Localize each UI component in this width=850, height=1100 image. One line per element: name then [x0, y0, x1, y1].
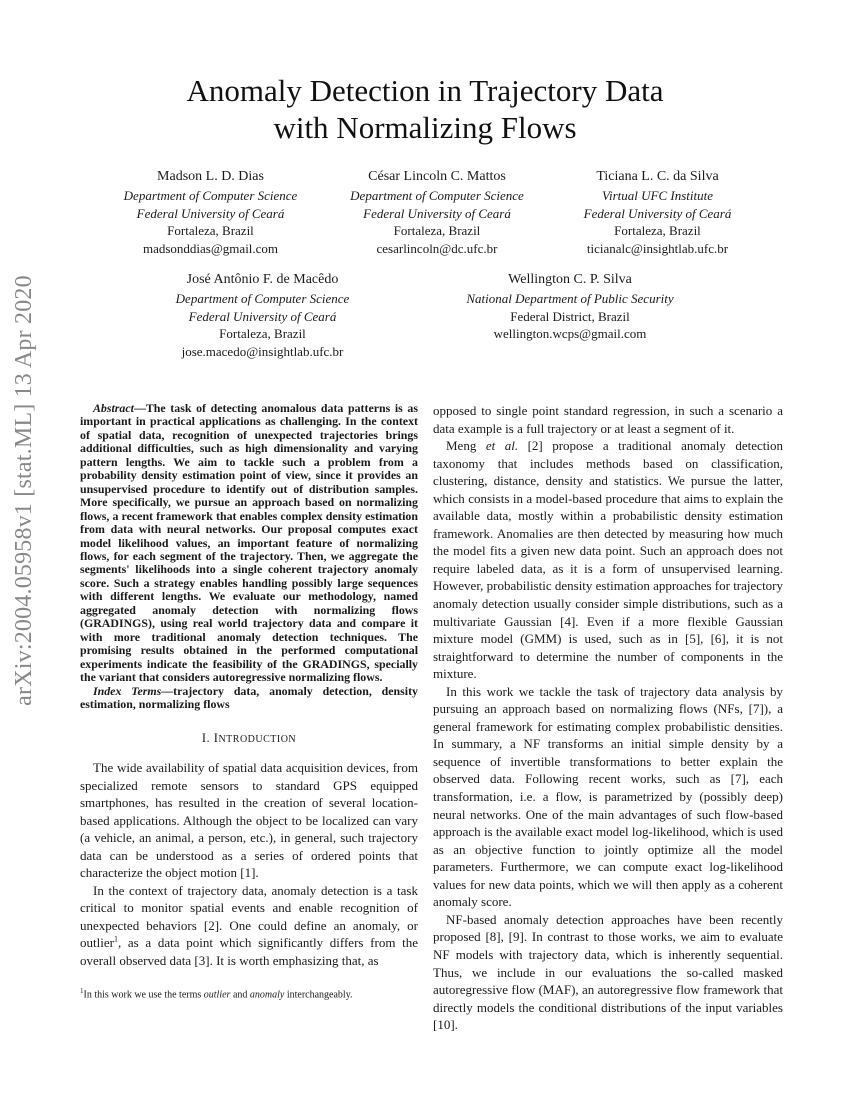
intro-text: [2] propose a traditional anomaly detection taxonomy that includes methods based on classification, clustering, distance, density and statistics. We pursue the latter, which consists in a model-based procedure that aims to explain the available data, mostly within a probabilistic density estimation framework. Anomalies are then detected by measuring how much the model fits a given new data point. Such an approach does not require labeled data, as it is a form of unsupervised learning. However, probabilistic density estimation approaches for trajectory anomaly detection usually consider simple distributions, such as a multivariate Gaussian [4]. Even if a more flexible Gaussian mixture model (GMM) is used, such as in [5], [6], it is not straightforward to determine the number of components in the mixture. [433, 438, 784, 682]
author-name: Ticiana L. C. da Silva [596, 169, 719, 184]
left-column [80, 402, 418, 970]
author-block [420, 271, 720, 343]
footnote-text: and [230, 989, 250, 1001]
author-email: jose.macedo@insightlab.ufc.br [181, 343, 344, 359]
abstract-label: Abstract [93, 401, 134, 415]
author-location: Fortaleza, Brazil [167, 223, 254, 239]
intro-paragraph: NF-based anomaly detection approaches have been recently proposed [8], [9]. In contrast to those works, we aim to evaluate NF models with trajectory data, which is inherently sequential. Thus, we include in our evaluations the so-called masked autoregressive flow (MAF), an autoregressive flow framework that directly models the conditional distributions of the input variables [10]. [433, 911, 783, 1033]
footnote-marker: 1 [113, 935, 118, 945]
footnote [80, 985, 418, 1001]
author-department: Department of Computer Science [350, 188, 524, 203]
intro-text: Meng [446, 438, 486, 454]
section-first-letter: I [213, 731, 219, 746]
author-location: Fortaleza, Brazil [219, 326, 306, 342]
footnote-term: anomaly [249, 989, 285, 1001]
author-email: madsonddias@gmail.com [142, 240, 279, 256]
section-title-rest: NTRODUCTION [218, 734, 297, 746]
author-department: National Department of Public Security [466, 291, 674, 306]
author-department: Department of Computer Science [123, 188, 298, 203]
index-terms-label: Index Terms [93, 683, 162, 698]
author-email: ticianalc@insightlab.ufc.br [586, 240, 729, 256]
author-institution: Federal University of Ceará [136, 205, 285, 221]
abstract [80, 402, 418, 685]
index-terms [80, 685, 418, 712]
abstract-text: —The task of detecting anomalous data patterns is as important in practical applications as challenging. In the context of spatial data, recognition of unexpected trajectories brings additional difficulties, such as high dimensionality and varying pattern lengths. We aim to tackle such a problem from a probability density estimation point of view, since it provides an unsupervised procedure to identify out of distribution samples. More specifically, we pursue an approach based on normalizing flows, a recent framework that enables complex density estimation from data with neural networks. Our proposal computes exact model likelihood values, an important feature of normalizing flows, for each segment of the trajectory. Then, we aggregate the segments' likelihoods into a single coherent trajectory anomaly score. Such a strategy enables handling possibly large sequences with different lengths. We evaluate our methodology, named aggregated anomaly detection with normalizing flows (GRADINGS), using real world trajectory data and compare it with more traditional anomaly detection techniques. The promising results obtained in the performed computational experiments indicate the feasibility of the GRADINGS, specially the variant that considers autoregressive normalizing flows. [80, 401, 418, 685]
author-name: José Antônio F. de Macêdo [186, 272, 339, 287]
author-email: wellington.wcps@gmail.com [493, 326, 647, 342]
author-block [135, 271, 390, 360]
author-location: Federal District, Brazil [510, 308, 630, 324]
author-institution: Federal University of Ceará [363, 205, 511, 221]
intro-paragraph: opposed to single point standard regression, in such a scenario a data example is a full trajectory or at least a segment of it. [433, 403, 783, 436]
intro-text-italic: et al. [485, 438, 519, 454]
intro-paragraph [433, 437, 783, 683]
section-heading-introduction [80, 730, 418, 749]
section-numeral: I. [201, 731, 214, 746]
intro-paragraph: In this work we tackle the task of trajectory data analysis by pursuing an approach based on normalizing flows (NFs, [7]), a general framework for estimating complex probabilistic densities. In summary, a NF transforms an initial simple density by a sequence of invertible transformations to better explain the observed data. Following recent works, such as [7], each transformation, i.e. a flow, is parametrized by (possibly deep) neural networks. One of the main advantages of such flow-based approach is the available exact model log-likelihood, which is used as an objective function to jointly optimize all the model parameters. Furthermore, we can compute exact log-likelihood values for new data points, which we will then apply as a coherent anomaly score. [433, 683, 783, 910]
author-block [550, 168, 765, 257]
intro-paragraph [80, 882, 418, 970]
author-department: Department of Computer Science [175, 291, 350, 306]
author-location: Fortaleza, Brazil [393, 223, 481, 239]
footnote-term: outlier [203, 989, 231, 1001]
author-block [88, 168, 333, 257]
footnote-mark: 1 [80, 987, 84, 995]
author-name: Madson L. D. Dias [157, 169, 264, 184]
footnote-text: In this work we use the terms [83, 989, 204, 1001]
author-email: cesarlincoln@dc.ufc.br [376, 240, 498, 256]
paper-title [0, 72, 850, 146]
title-line-1: Anomaly Detection in Trajectory Data [186, 73, 664, 108]
author-institution: Federal University of Ceará [188, 308, 337, 324]
author-block [322, 168, 552, 257]
intro-text: , as a data point which significantly differs from the overall observed data [3]. It is worth emphasizing that, as [80, 935, 418, 968]
title-line-2: with Normalizing Flows [273, 110, 577, 145]
index-terms-text: —trajectory data, anomaly detection, density estimation, normalizing flows [80, 683, 418, 711]
intro-text: In the context of trajectory data, anomaly detection is a task critical to monitor spatial events and enable recognition of unexpected behaviors [2]. One could define an anomaly, or outlier [80, 882, 418, 951]
author-institution: Federal University of Ceará [583, 205, 732, 221]
right-column [433, 402, 783, 1034]
author-name: César Lincoln C. Mattos [368, 169, 506, 184]
author-name: Wellington C. P. Silva [508, 272, 632, 287]
author-location: Fortaleza, Brazil [614, 223, 701, 239]
footnote-text: interchangeably. [284, 989, 353, 1001]
intro-paragraph: The wide availability of spatial data acquisition devices, from specialized remote sensors to standard GPS equipped smartphones, has resulted in the creation of several location-based applications. Although the object to be localized can vary (a vehicle, an animal, a person, etc.), in general, such trajectory data can be understood as a series of ordered points that characterize the object motion [1]. [80, 759, 418, 881]
arxiv-stamp-text: arXiv:2004.05958v1 [stat.ML] 13 Apr 2020 [10, 274, 37, 706]
author-department: Virtual UFC Institute [602, 188, 713, 203]
arxiv-stamp [3, 274, 45, 706]
